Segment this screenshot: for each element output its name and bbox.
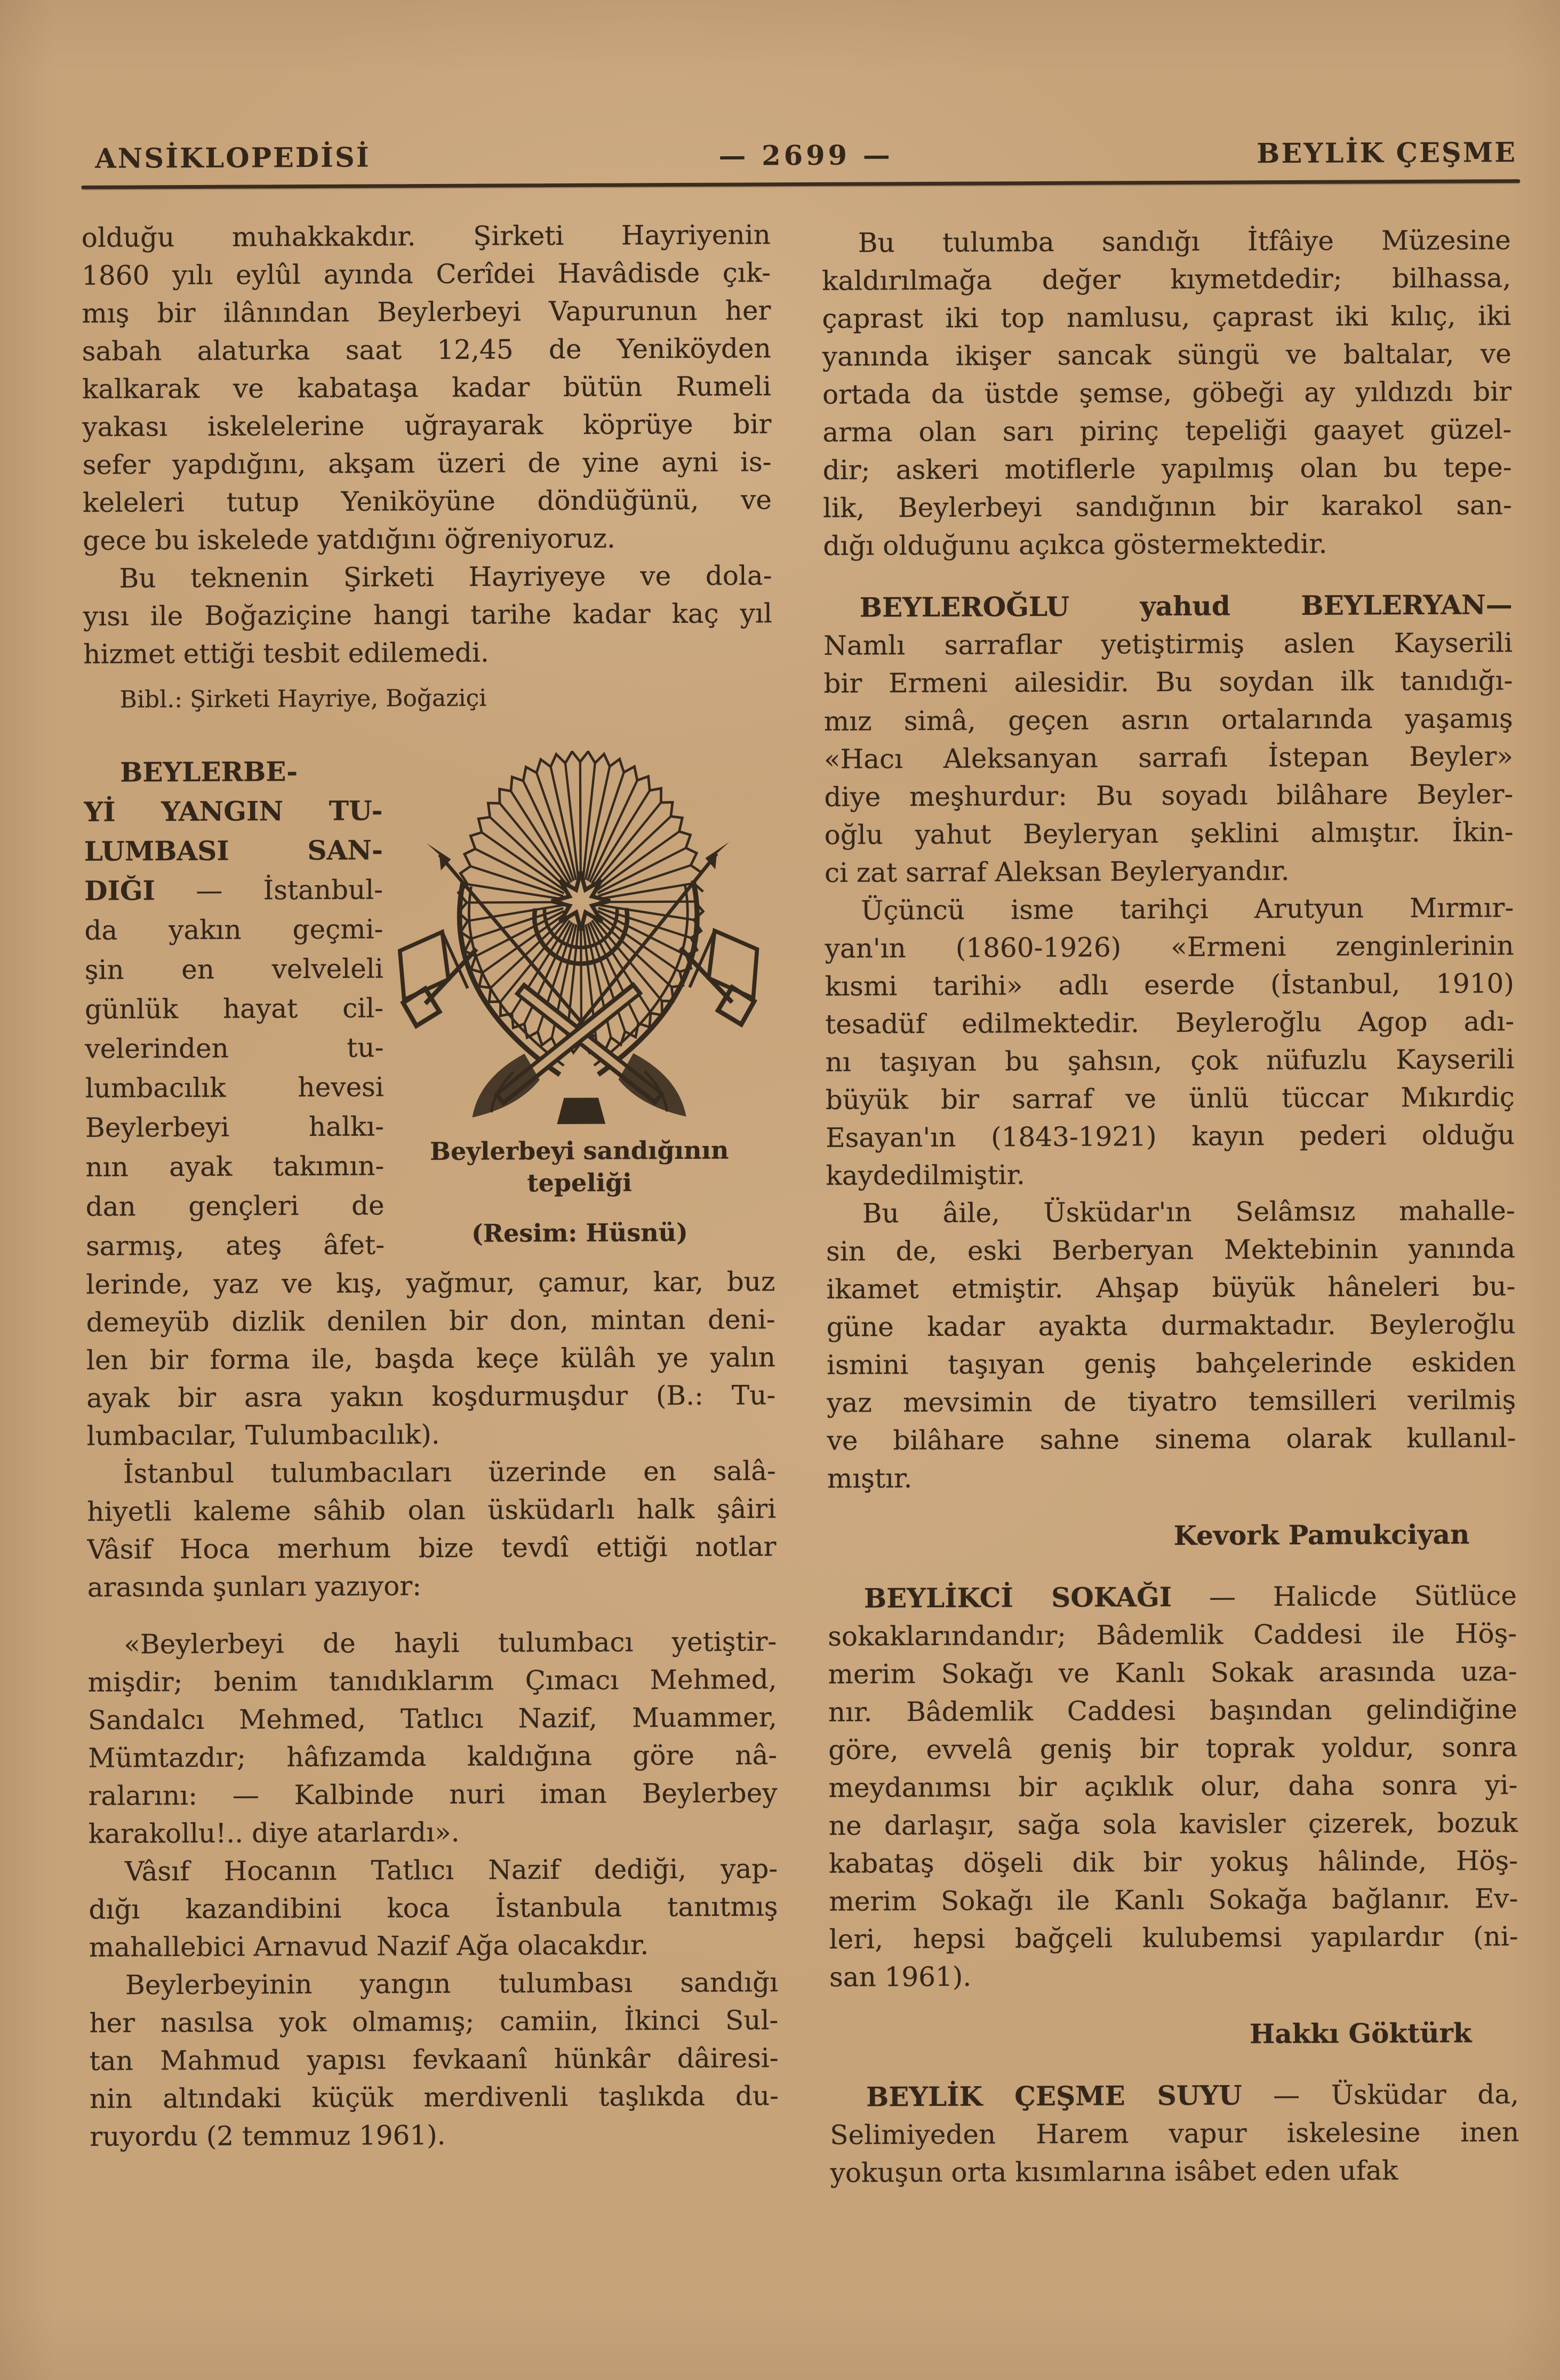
entry-side-text bbox=[84, 751, 385, 1265]
text-line: dığı kazandibini koca İstanbula tanıtmış bbox=[89, 1891, 778, 1925]
text-line: yan'ın (1860-1926) «Ermeni zenginlerinin bbox=[825, 930, 1514, 964]
text-line: BEYLİKCİ SOKAĞI — Halicde Sütlüce bbox=[863, 1580, 1517, 1614]
text-line: Esayan'ın (1843-1921) kayın pederi olduğu bbox=[826, 1119, 1515, 1153]
author-signature: Hakkı Göktürk bbox=[1249, 2017, 1472, 2050]
text-line: Beylerbeyinin yangın tulumbası sandığı bbox=[125, 1967, 779, 2001]
text-line: nın ayak takımın- bbox=[85, 1150, 385, 1183]
two-column-body bbox=[82, 213, 1529, 2195]
text-line: dığı olduğunu açıkca göstermektedir. bbox=[823, 528, 1327, 562]
left-column-top bbox=[82, 216, 773, 719]
header-divider bbox=[81, 179, 1520, 189]
text-line: kaldırılmağa değer kıymetdedir; bilhassa, bbox=[822, 262, 1511, 297]
text-line: yokuşun orta kısımlarına isâbet eden ufak bbox=[830, 2155, 1398, 2189]
sandik-tepeligi-emblem-illustration bbox=[391, 750, 766, 1125]
paragraph bbox=[82, 216, 772, 560]
text-line: ve bilâhare sahne sinema olarak kullanıl- bbox=[827, 1422, 1516, 1456]
text-line: lik, Beylerbeyi sandığının bir karakol san- bbox=[822, 490, 1513, 524]
text-line: mış bir ilânından Beylerbeyi Vapurunun her bbox=[82, 295, 771, 329]
text-line: sokaklarındandır; Bâdemlik Caddesi ile Höş- bbox=[828, 1618, 1517, 1652]
paragraph bbox=[830, 2075, 1519, 2192]
text-line bbox=[84, 751, 382, 792]
paragraph bbox=[83, 678, 772, 719]
text-line: Sandalcı Mehmed, Tatlıcı Nazif, Muammer, bbox=[87, 1702, 778, 1736]
paragraph bbox=[828, 1576, 1518, 1997]
text-line: kaydedilmiştir. bbox=[826, 1159, 1025, 1191]
text-line: ci zat sarraf Aleksan Beyleryandır. bbox=[824, 855, 1290, 888]
text-line: arasında şunları yazıyor: bbox=[87, 1570, 422, 1603]
text-line: ralarını: — Kalbinde nuri iman Beylerbey bbox=[88, 1777, 778, 1812]
text-line: sabah alaturka saat 12,45 de Yeniköyden bbox=[82, 333, 771, 367]
text-line: her nasılsa yok olmamış; camiin, İkinci Sul- bbox=[89, 2005, 779, 2039]
text-line: şin en velveleli bbox=[84, 953, 383, 985]
text-line: kısmi tarihi» adlı eserde (İstanbul, 1910) bbox=[825, 968, 1515, 1002]
text-line: merim Sokağı ile Kanlı Sokağa bağlanır. Ev- bbox=[829, 1883, 1518, 1917]
text-line: tan Mahmud yapısı fevkaanî hünkâr dâiresi- bbox=[89, 2042, 779, 2077]
text-line: san 1961). bbox=[829, 1961, 972, 1993]
text-line: ne darlaşır, sağa sola kavisler çizerek, bozuk bbox=[828, 1807, 1518, 1841]
text-line: «Hacı Aleksanyan sarrafı İstepan Beyler» bbox=[823, 741, 1514, 775]
text-line: mahallebici Arnavud Nazif Ağa olacakdır. bbox=[89, 1929, 649, 1963]
text-line: sefer yapdığını, akşam üzeri de yine ayni is- bbox=[82, 446, 772, 480]
text-line: len bir forma ile, başda keçe külâh ye yalın bbox=[86, 1342, 776, 1376]
right-column bbox=[822, 221, 1519, 2192]
text-line: sin de, eski Berberyan Mektebinin yanında bbox=[826, 1233, 1516, 1267]
page-number: — 2699 — bbox=[718, 139, 893, 172]
text-line bbox=[823, 586, 1513, 627]
text-line: Üçüncü isme tarihçi Arutyun Mırmır- bbox=[861, 892, 1514, 926]
text-line: sarmış, ateş âfet- bbox=[85, 1229, 385, 1262]
paragraph bbox=[87, 1452, 777, 1607]
paragraph bbox=[826, 1192, 1516, 1498]
text-line: lumbacılar, Tulumbacılık). bbox=[86, 1419, 440, 1452]
text-line: oğlu yahut Beyleryan şeklini almıştır. İkin- bbox=[824, 816, 1514, 851]
text-line: dir; askeri motiflerle yapılmış olan bu tepe- bbox=[822, 452, 1512, 486]
author-signature: Kevork Pamukciyan bbox=[1173, 1518, 1470, 1551]
text-line: diye meşhurdur: Bu soyadı bilâhare Beyler- bbox=[824, 779, 1514, 813]
text-line bbox=[84, 830, 383, 871]
text-line: kabataş döşeli dik bir yokuş hâlinde, Höş- bbox=[828, 1845, 1518, 1879]
text-line: ayak bir asra yakın koşdurmuşdur (B.: Tu- bbox=[86, 1380, 776, 1414]
text-line: hiyetli kaleme sâhib olan üsküdarlı halk şâiri bbox=[87, 1493, 777, 1527]
entry-heading: Yİ YANGIN TU- bbox=[84, 795, 383, 828]
text-line: tesadüf edilmektedir. Beyleroğlu Agop adı- bbox=[825, 1006, 1515, 1040]
text-line: lerinde, yaz ve kış, yağmur, çamur, kar, buz bbox=[86, 1266, 775, 1300]
caption-credit: (Resim: Hüsnü) bbox=[471, 1217, 688, 1248]
entry-heading: BEYLİK ÇEŞME SUYU bbox=[866, 2079, 1242, 2113]
text-line: ortada da üstde şemse, göbeği ay yıldızdı bir bbox=[822, 376, 1512, 410]
text-line: demeyüb dizlik denilen bir don, mintan deni- bbox=[86, 1304, 775, 1338]
text-line: Vâsif Hoca merhum bize tevdî ettiği notlar bbox=[87, 1531, 777, 1565]
text-line: Selimiyeden Harem vapur iskelesine inen bbox=[830, 2117, 1519, 2151]
text-line: ismini taşıyan geniş bahçelerinde eskiden bbox=[826, 1347, 1516, 1381]
text-line: çaprast iki top namlusu, çaprast iki kılıç, iki bbox=[822, 300, 1511, 334]
paragraph bbox=[87, 1623, 778, 1853]
text-line: DIĞI — İstanbul- bbox=[84, 874, 383, 907]
text-line: yısı ile Boğaziçine hangi tarihe kadar kaç yıl bbox=[83, 598, 773, 632]
text-line: güne kadar ayakta durmaktadır. Beyleroğlu bbox=[826, 1309, 1516, 1343]
text-line: bir Ermeni ailesidir. Bu soydan ilk tanıdığı- bbox=[823, 665, 1513, 699]
text-line bbox=[84, 791, 382, 831]
text-line: BEYLİK ÇEŞME SUYU — Üsküdar da, bbox=[866, 2079, 1519, 2113]
text-line: Bu teknenin Şirketi Hayriyeye ve dola- bbox=[119, 560, 772, 594]
text-line: Bibl.: Şirketi Hayriye, Boğaziçi bbox=[119, 684, 487, 714]
text-line: olduğu muhakkakdır. Şirketi Hayriyenin bbox=[81, 219, 771, 253]
text-line: nin altındaki küçük merdivenli taşlıkda du- bbox=[89, 2080, 779, 2114]
text-line: mıştır. bbox=[827, 1463, 913, 1494]
text-line: göre, evvelâ geniş bir toprak yoldur, sonra bbox=[828, 1732, 1518, 1766]
paragraph bbox=[89, 1850, 778, 1967]
text-line: günlük hayat cil- bbox=[84, 992, 384, 1025]
text-line: ikamet etmiştir. Ahşap büyük hâneleri bu- bbox=[826, 1271, 1516, 1305]
text-line: Beylerbeyi halkı- bbox=[85, 1111, 385, 1143]
left-column-bottom bbox=[86, 1263, 779, 2156]
text-line: yakası iskelelerine uğrayarak köprüye bir bbox=[82, 408, 772, 443]
paragraph bbox=[822, 221, 1513, 565]
text-line: da yakın geçmi- bbox=[84, 913, 383, 946]
text-line: mişdir; benim tanıdıklarım Çımacı Mehmed, bbox=[87, 1664, 777, 1698]
text-line: karakollu!.. diye atarlardı». bbox=[88, 1816, 460, 1849]
text-line: hizmet ettiği tesbit edilemedi. bbox=[83, 637, 489, 670]
left-column bbox=[82, 216, 779, 2195]
entry-heading: BEYLİKCİ SOKAĞI bbox=[863, 1581, 1172, 1614]
text-line: arma olan sarı pirinç tepeliği gaayet güzel- bbox=[822, 414, 1512, 448]
text-line: Vâsıf Hocanın Tatlıcı Nazif dediği, yap- bbox=[125, 1853, 778, 1887]
paragraph bbox=[825, 889, 1515, 1195]
text-line: ruyordu (2 temmuz 1961). bbox=[90, 2119, 446, 2152]
text-line: nı taşıyan bu şahsın, çok nüfuzlu Kayserili bbox=[825, 1044, 1515, 1078]
caption-line: tepeliği bbox=[527, 1168, 632, 1198]
text-line: kalkarak ve kabataşa kadar bütün Rumeli bbox=[82, 371, 772, 405]
text-line: İstanbul tulumbacıları üzerinde en salâ- bbox=[123, 1455, 777, 1489]
paragraph bbox=[86, 1263, 776, 1455]
text-line: mız simâ, geçen asrın ortalarında yaşamış bbox=[823, 703, 1513, 737]
text-line: Namlı sarraflar yetiştirmiş aslen Kayserili bbox=[823, 627, 1513, 661]
entry-heading: DIĞI bbox=[84, 875, 156, 907]
text-line: lumbacılık hevesi bbox=[85, 1071, 384, 1104]
entry-heading: BEYLEROĞLU yahud BEYLERYAN— bbox=[859, 589, 1513, 623]
header-publication-title: ANSİKLOPEDİSİ bbox=[95, 141, 371, 175]
text-line: velerinden tu- bbox=[85, 1032, 384, 1064]
text-line: Bu tulumba sandığı İtfâiye Müzesine bbox=[858, 225, 1511, 259]
text-line: büyük bir sarraf ve ünlü tüccar Mıkırdiç bbox=[825, 1081, 1515, 1116]
caption-line: Beylerbeyi sandığının bbox=[429, 1135, 729, 1166]
page-content bbox=[81, 137, 1529, 2195]
running-header bbox=[81, 137, 1520, 175]
text-line: Mümtazdır; hâfızamda kaldığına göre nâ- bbox=[88, 1740, 778, 1774]
text-line: meydanımsı bir açıklık olur, daha sonra yi- bbox=[828, 1769, 1518, 1804]
text-line: nır. Bâdemlik Caddesi başından gelindiğine bbox=[828, 1694, 1517, 1728]
text-line: merim Sokağı ve Kanlı Sokak arasında uza- bbox=[828, 1656, 1517, 1690]
paragraph bbox=[83, 557, 772, 674]
paragraph bbox=[823, 586, 1514, 892]
text-line: dan gençleri de bbox=[85, 1190, 385, 1222]
text-line: gece bu iskelede yatdığını öğreniyoruz. bbox=[83, 523, 615, 556]
text-line: leri, hepsi bağçeli kulubemsi yapılardır (ni- bbox=[829, 1921, 1518, 1955]
paragraph bbox=[84, 751, 385, 1265]
text-line: 1860 yılı eylûl ayında Cerîdei Havâdisde çık- bbox=[81, 257, 771, 291]
paragraph bbox=[89, 1964, 779, 2156]
entry-heading: BEYLERBE- bbox=[120, 756, 298, 788]
figure-block bbox=[382, 750, 775, 1264]
text-line: Bu âile, Üsküdar'ın Selâmsız mahalle- bbox=[862, 1195, 1515, 1229]
illustrated-entry-section bbox=[84, 750, 775, 1266]
text-line: «Beylerbeyi de hayli tulumbacı yetiştir- bbox=[124, 1626, 777, 1660]
text-line: keleleri tutup Yeniköyüne döndüğünü, ve bbox=[82, 484, 772, 518]
header-entry-title: BEYLİK ÇEŞME bbox=[1257, 137, 1517, 170]
entry-heading: LUMBASI SAN- bbox=[84, 834, 383, 867]
figure-caption bbox=[384, 1134, 775, 1249]
text-line: yanında ikişer sancak süngü ve baltalar, ve bbox=[822, 338, 1511, 372]
text-line: yaz mevsimin de tiyatro temsilleri verilmiş bbox=[827, 1384, 1516, 1419]
